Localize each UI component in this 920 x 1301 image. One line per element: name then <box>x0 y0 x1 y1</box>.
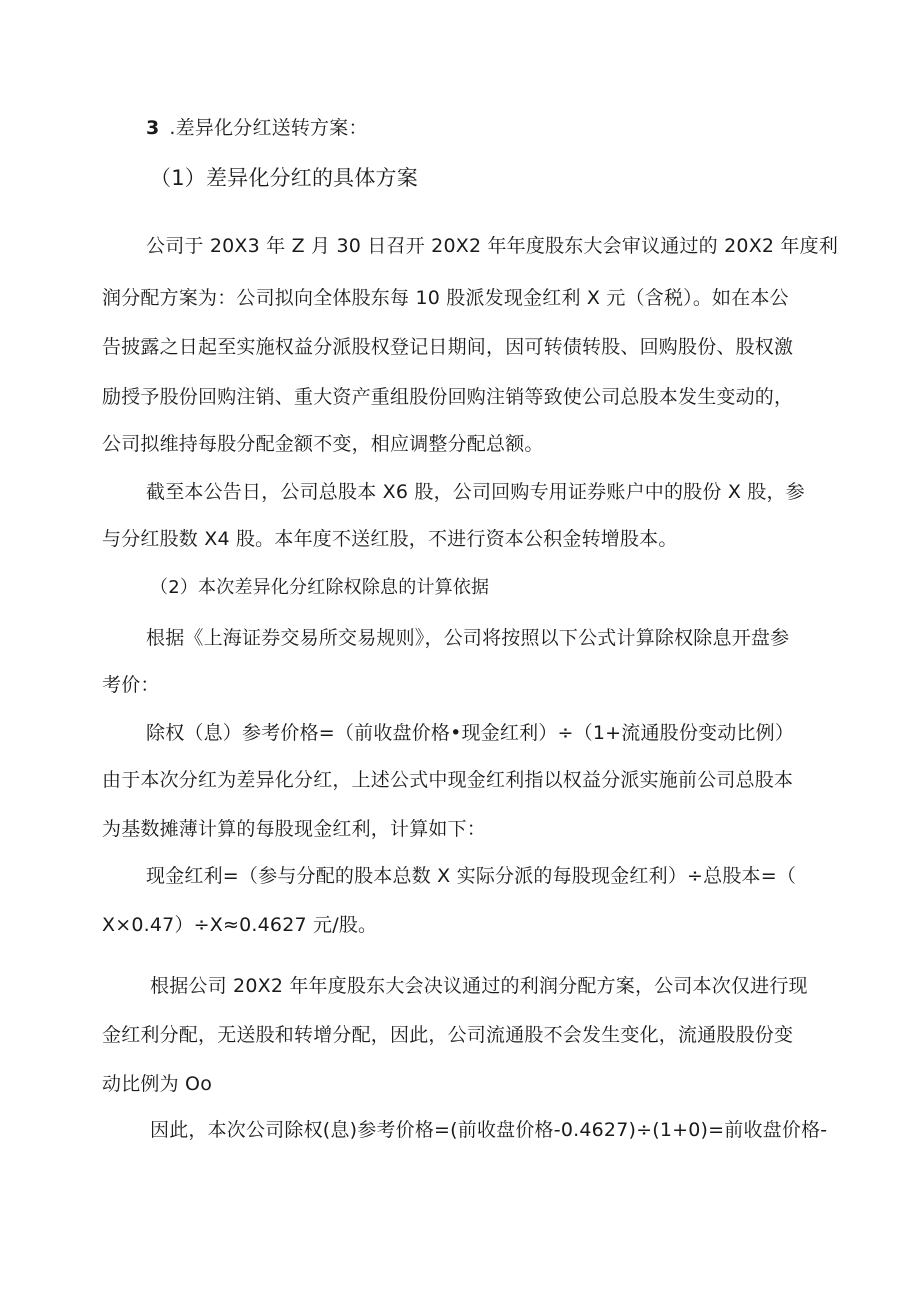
section-number: 3 <box>146 117 160 139</box>
paragraph-6-line: 因此，本次公司除权(息)参考价格=(前收盘价格-0.4627)÷(1+0)=前收盘价格- <box>150 1119 828 1141</box>
section-title: .差异化分红送转方案： <box>169 117 368 139</box>
paragraph-1-line: 润分配方案为：公司拟向全体股东每 10 股派发现金红利 X 元（含税）。如在本公 <box>102 287 789 309</box>
paragraph-3-line: 考价： <box>102 674 160 696</box>
formula-line: 除权（息）参考价格=（前收盘价格•现金红利）÷（1+流通股份变动比例） <box>146 722 795 744</box>
paragraph-1-line: 公司于 20X3 年 Z 月 30 日召开 20X2 年年度股东大会审议通过的 20X2 年度利 <box>146 235 839 257</box>
paragraph-5-line: 动比例为 Oo <box>102 1073 213 1095</box>
paragraph-5-line: 金红利分配，无送股和转增分配，因此，公司流通股不会发生变化，流通股股份变 <box>102 1024 794 1046</box>
paragraph-5-line: 根据公司 20X2 年年度股东大会决议通过的利润分配方案，公司本次仅进行现 <box>150 975 808 997</box>
paragraph-4-line: 由于本次分红为差异化分红，上述公式中现金红利指以权益分派实施前公司总股本 <box>102 769 794 791</box>
formula-line: 现金红利=（参与分配的股本总数 X 实际分派的每股现金红利）÷总股本=（ <box>146 865 797 887</box>
paragraph-1-line: 励授予股份回购注销、重大资产重组股份回购注销等致使公司总股本发生变动的， <box>102 386 794 408</box>
paragraph-4-line: 为基数摊薄计算的每股现金红利，计算如下： <box>102 818 487 840</box>
paragraph-1-line: 公司拟维持每股分配金额不变，相应调整分配总额。 <box>102 433 544 455</box>
subheading-1: （1）差异化分红的具体方案 <box>150 166 418 190</box>
section-heading <box>146 115 368 141</box>
paragraph-2-line: 截至本公告日，公司总股本 X6 股，公司回购专用证券账户中的股份 X 股，参 <box>146 481 805 503</box>
formula-line: X×0.47）÷X≈0.4627 元/股。 <box>102 914 378 936</box>
paragraph-2-line: 与分红股数 X4 股。本年度不送红股，不进行资本公积金转增股本。 <box>102 528 678 550</box>
paragraph-3-line: 根据《上海证券交易所交易规则》，公司将按照以下公式计算除权除息开盘参 <box>146 627 790 649</box>
subheading-2: （2）本次差异化分红除权除息的计算依据 <box>150 577 490 598</box>
paragraph-1-line: 告披露之日起至实施权益分派股权登记日期间，因可转债转股、回购股份、股权激 <box>102 336 794 358</box>
